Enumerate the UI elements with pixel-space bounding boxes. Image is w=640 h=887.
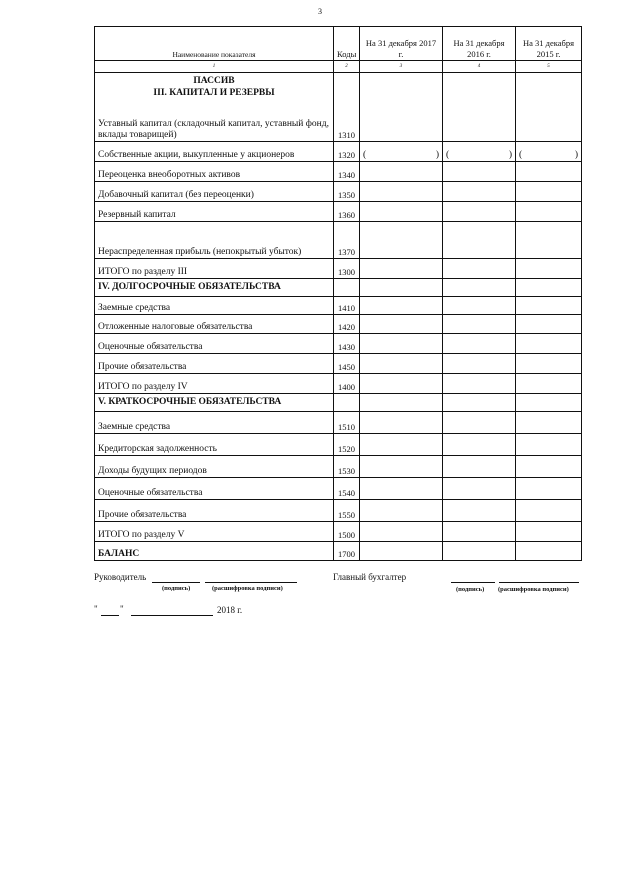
value-cell <box>443 259 516 279</box>
value-cell <box>443 334 516 354</box>
row-name: Добавочный капитал (без переоценки) <box>95 182 334 202</box>
table-row <box>95 202 582 222</box>
table-row <box>95 222 582 259</box>
value-cell <box>516 478 582 500</box>
value-cell <box>360 412 443 434</box>
table-row <box>95 434 582 456</box>
value-cell <box>443 434 516 456</box>
col-number: 5 <box>516 61 582 73</box>
section-title: V. КРАТКОСРОЧНЫЕ ОБЯЗАТЕЛЬСТВА <box>95 394 334 412</box>
col-number: 3 <box>360 61 443 73</box>
table-row <box>95 162 582 182</box>
value-cell <box>360 73 443 142</box>
row-code: 1540 <box>334 478 360 500</box>
value-cell <box>360 202 443 222</box>
table-row <box>95 412 582 434</box>
value-cell <box>443 522 516 542</box>
table-row <box>95 374 582 394</box>
head-decode-line <box>205 582 297 583</box>
row-code: 1410 <box>334 297 360 315</box>
row-code: 1550 <box>334 500 360 522</box>
row-code: 1350 <box>334 182 360 202</box>
header-row <box>95 27 582 61</box>
header-name: Наименование показателя <box>95 27 334 61</box>
value-cell <box>443 500 516 522</box>
value-cell <box>360 315 443 334</box>
row-name: ИТОГО по разделу V <box>95 522 334 542</box>
date-year: 2018 г. <box>217 605 243 615</box>
paren-open: ( <box>446 150 450 160</box>
table-row <box>95 354 582 374</box>
value-cell <box>443 412 516 434</box>
value-cell <box>360 456 443 478</box>
empty-cell <box>334 394 360 412</box>
value-cell <box>360 297 443 315</box>
value-cell <box>443 162 516 182</box>
table-row <box>95 334 582 354</box>
value-cell <box>443 297 516 315</box>
row-name: Оценочные обязательства <box>95 478 334 500</box>
empty-cell <box>334 279 360 297</box>
value-cell <box>516 162 582 182</box>
paren-close: ) <box>574 150 578 160</box>
table-row <box>95 456 582 478</box>
col-number: 1 <box>95 61 334 73</box>
value-cell <box>516 542 582 561</box>
date-month-line <box>131 615 213 616</box>
value-cell <box>516 315 582 334</box>
value-cell <box>360 500 443 522</box>
row-name: Резервный капитал <box>95 202 334 222</box>
value-cell <box>443 315 516 334</box>
value-cell <box>360 522 443 542</box>
row-code: 1400 <box>334 374 360 394</box>
accountant-decode-line <box>499 582 579 583</box>
row-code: 1370 <box>334 222 360 259</box>
empty-cell <box>443 279 516 297</box>
value-cell <box>360 142 443 162</box>
row-code: 1510 <box>334 412 360 434</box>
row-name: Оценочные обязательства <box>95 334 334 354</box>
value-cell <box>360 334 443 354</box>
value-cell <box>360 354 443 374</box>
row-name: ИТОГО по разделу III <box>95 259 334 279</box>
col-number: 2 <box>334 61 360 73</box>
section-title: IV. ДОЛГОСРОЧНЫЕ ОБЯЗАТЕЛЬСТВА <box>95 279 334 297</box>
value-cell <box>516 434 582 456</box>
row-name: Переоценка внеоборотных активов <box>95 162 334 182</box>
accountant-sign-caption: (подпись) <box>456 586 485 593</box>
value-cell <box>443 478 516 500</box>
table-row <box>95 297 582 315</box>
page-number: 3 <box>318 7 322 16</box>
date-day-line <box>101 615 119 616</box>
header-col1: На 31 декабря 2017 г. <box>360 27 443 61</box>
value-cell <box>516 334 582 354</box>
column-number-row <box>95 61 582 73</box>
row-name: БАЛАНС <box>95 542 334 561</box>
row-name-text: Уставный капитал (складочный капитал, уставный фонд, вклады товарищей) <box>98 119 329 140</box>
paren-open: ( <box>519 150 523 160</box>
row-code: 1320 <box>334 142 360 162</box>
value-cell <box>443 542 516 561</box>
row-name: Прочие обязательства <box>95 500 334 522</box>
value-cell <box>516 142 582 162</box>
row-name: Собственные акции, выкупленные у акционеров <box>95 142 334 162</box>
value-cell <box>360 434 443 456</box>
row-name: Прочие обязательства <box>95 354 334 374</box>
value-cell <box>516 202 582 222</box>
table-row <box>95 182 582 202</box>
value-cell <box>360 374 443 394</box>
table-row <box>95 315 582 334</box>
head-sign-line <box>152 582 200 583</box>
value-cell <box>516 73 582 142</box>
value-cell <box>360 259 443 279</box>
value-cell <box>516 500 582 522</box>
table-row <box>95 500 582 522</box>
value-cell <box>360 162 443 182</box>
table-row <box>95 478 582 500</box>
date-quote-close: " <box>120 604 124 614</box>
paren-wrap <box>363 150 439 161</box>
balance-sheet-table <box>94 26 582 561</box>
value-cell <box>516 456 582 478</box>
row-name: Нераспределенная прибыль (непокрытый убыток) <box>95 222 334 259</box>
empty-cell <box>516 279 582 297</box>
accountant-label: Главный бухгалтер <box>333 572 407 582</box>
value-cell <box>516 374 582 394</box>
value-cell <box>443 202 516 222</box>
paren-wrap <box>446 150 512 161</box>
table-row <box>95 259 582 279</box>
row-name: Заемные средства <box>95 412 334 434</box>
value-cell <box>443 182 516 202</box>
row-code: 1310 <box>334 73 360 142</box>
value-cell <box>516 297 582 315</box>
value-cell <box>443 222 516 259</box>
value-cell <box>360 222 443 259</box>
accountant-decode-caption: (расшифровка подписи) <box>498 586 569 593</box>
table-row <box>95 522 582 542</box>
paren-close: ) <box>508 150 512 160</box>
paren-close: ) <box>435 150 439 160</box>
section-header-row <box>95 394 582 412</box>
row-code: 1530 <box>334 456 360 478</box>
row-name: Заемные средства <box>95 297 334 315</box>
header-col2: На 31 декабря 2016 г. <box>443 27 516 61</box>
row-code: 1360 <box>334 202 360 222</box>
row-code: 1450 <box>334 354 360 374</box>
paren-wrap <box>519 150 578 161</box>
value-cell <box>516 259 582 279</box>
value-cell <box>443 374 516 394</box>
section-title-passive: ПАССИВ <box>193 76 235 86</box>
header-col3: На 31 декабря 2015 г. <box>516 27 582 61</box>
value-cell <box>443 73 516 142</box>
value-cell <box>443 354 516 374</box>
head-decode-caption: (расшифровка подписи) <box>212 585 283 592</box>
section-title-capital: III. КАПИТАЛ И РЕЗЕРВЫ <box>153 88 275 98</box>
value-cell <box>516 412 582 434</box>
row-name: Отложенные налоговые обязательства <box>95 315 334 334</box>
row-code: 1520 <box>334 434 360 456</box>
empty-cell <box>443 394 516 412</box>
value-cell <box>443 456 516 478</box>
row-code: 1420 <box>334 315 360 334</box>
value-cell <box>516 182 582 202</box>
spacer <box>98 99 330 119</box>
row-name <box>95 73 334 142</box>
head-label: Руководитель <box>94 572 147 582</box>
table-row <box>95 542 582 561</box>
col-number: 4 <box>443 61 516 73</box>
table-row <box>95 142 582 162</box>
paren-open: ( <box>363 150 367 160</box>
date-quote-open: " <box>94 604 98 614</box>
value-cell <box>516 222 582 259</box>
row-code: 1340 <box>334 162 360 182</box>
accountant-sign-line <box>451 582 495 583</box>
section-header-row <box>95 279 582 297</box>
value-cell <box>360 182 443 202</box>
value-cell <box>360 542 443 561</box>
row-name: Кредиторская задолженность <box>95 434 334 456</box>
row-name: ИТОГО по разделу IV <box>95 374 334 394</box>
row-name: Доходы будущих периодов <box>95 456 334 478</box>
row-code: 1300 <box>334 259 360 279</box>
row-code: 1500 <box>334 522 360 542</box>
value-cell <box>516 522 582 542</box>
value-cell <box>360 478 443 500</box>
row-code: 1700 <box>334 542 360 561</box>
empty-cell <box>360 279 443 297</box>
empty-cell <box>360 394 443 412</box>
header-code: Коды <box>334 27 360 61</box>
value-cell <box>443 142 516 162</box>
row-code: 1430 <box>334 334 360 354</box>
empty-cell <box>516 394 582 412</box>
table-row <box>95 73 582 142</box>
value-cell <box>516 354 582 374</box>
head-sign-caption: (подпись) <box>162 585 191 592</box>
